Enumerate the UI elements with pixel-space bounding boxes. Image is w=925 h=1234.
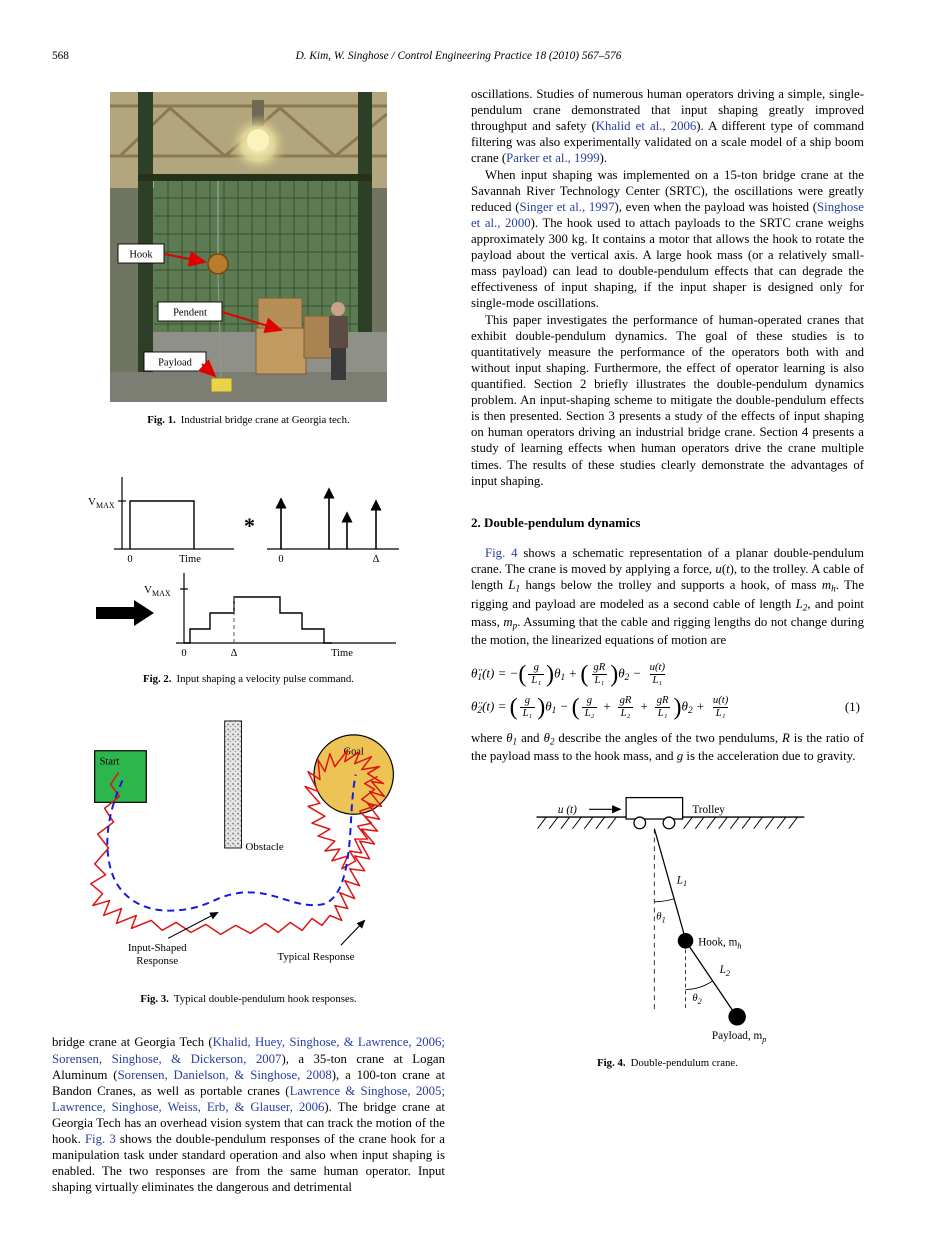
citation-link[interactable]: Khalid et al., 2006 (595, 119, 697, 134)
text-span: ) (546, 661, 555, 688)
payload-box (211, 378, 232, 392)
text-span: + (636, 698, 652, 714)
fig1-caption (52, 414, 445, 427)
citation-link[interactable]: Lawrence & Singhose, 2005; Lawrence, Singhose, Weiss, Erb, & Glauser, 2006 (52, 1083, 445, 1114)
text-span: 2 (549, 736, 555, 747)
fig3-caption (52, 993, 445, 1006)
text-span: θ̈ (471, 698, 478, 714)
theta1-label: $\theta_1$ (655, 910, 666, 925)
L1-label: $L_1$ (676, 874, 687, 889)
fig2-caption-text: Input shaping a velocity pulse command. (176, 673, 354, 686)
shaped-command (184, 597, 332, 643)
text-span: + (692, 698, 708, 714)
text-span: R (782, 730, 790, 745)
fraction: $\frac{g}{\text{L₂}}$ (582, 695, 598, 720)
text-span: u (715, 562, 722, 577)
zero-label-bottom: 0 (180, 648, 187, 660)
text-span: L (795, 596, 803, 611)
typical-label: Typical Response (276, 951, 355, 964)
theta2-label: $\theta_2$ (691, 992, 702, 1007)
fraction: $\frac{u(t)}{\text{L₁}}$ (712, 694, 729, 719)
fraction: $\frac{gR}{\text{L₁}}$ (593, 662, 606, 686)
body-paragraph-4: Fig. 4 shows a schematic representation of a planar double-pendulum crane. The crane is moved by applying a force, u(t), to the trolley. A cable of length $L_1$ hangs below the trolley and supports a hook, of mass $m_h$. The rigging and payload are modeled as a second cable of length $L_2$, and point mass, $m_p$. Assuming that the cable and rigging lengths do not change during the motion, the linearized equations of motion are (471, 546, 864, 647)
text-span: θ (681, 698, 688, 714)
fig1-caption-label: Fig. 1. (147, 414, 176, 426)
fraction: $\frac{gR}{\text{L₂}}$ (619, 694, 632, 719)
hook-label: Hook (129, 249, 153, 261)
fig3-caption-label: Fig. 3. (140, 992, 169, 1005)
start-label: Start (99, 756, 119, 768)
citation-link[interactable]: Fig. 4 (485, 546, 518, 561)
citation-link[interactable]: Fig. 3 (84, 1132, 116, 1147)
body-paragraph-3: This paper investigates the performance of human-operated cranes that exhibit double-pendulum dynamics. The goal of these studies is to quantitatively measure the performance of the operators both with and without input shaping. Furthermore, the effect of operator learning is also quantified. Section 2 briefly illustrates the double-pendulum dynamics problem. An input-shaping scheme to mitigate the double-pendulum effects is then presented. Section 3 presents a study of the effects of input shaping on human operators driving an industrial bridge crane. Section 4 presents a study of learning effects when human operators drive the crane multiple times. The results of these studies clearly demonstrate the advantages of input shaping. (471, 312, 864, 488)
section-heading: 2. Double-pendulum dynamics (471, 514, 641, 530)
text-span: ) (610, 661, 619, 688)
citation-link[interactable]: Khalid, Huey, Singhose, & Lawrence, 2006; Sorensen, Singhose, & Dickerson, 2007 (52, 1035, 445, 1066)
hook-mass-label: Hook, $m_h$ (697, 936, 741, 951)
figure-4 (471, 782, 864, 1070)
text-span: θ̈ (471, 665, 478, 681)
text-span: 2 (477, 705, 483, 716)
crane-hook (208, 254, 228, 274)
fig1-caption-text: Industrial bridge crane at Georgia tech. (180, 414, 350, 426)
fig3-diagram (53, 713, 445, 981)
fig1-photo (110, 92, 387, 402)
shaped-label-line2: Response (135, 955, 178, 968)
convolution-star: * (243, 513, 255, 539)
text-span: θ (554, 665, 561, 681)
shaped-plot-axes (176, 573, 396, 643)
body-paragraph-2: When input shaping was implemented on a 15-ton bridge crane at the Savannah River Technology Center (SRTC), the oscillations were greatly reduced (Singer et al., 1997), even when the payload was hoisted (Singhose et al., 2000). The hook used to attach payloads to the SRTC crane weighs approximately 300 kg. It contains a motor that allows the hook to rotate the payload about the vertical axis. A large hook mass (or a relatively small-mass payload) can lead to double-pendulum effects that can degrade the effectiveness of input shaping, if the input shaper is designed only for single-mode oscillations. (471, 167, 864, 311)
pendent-label: Pendent (173, 307, 207, 319)
time-label-bottom: Time (330, 648, 353, 660)
text-span: + (565, 665, 581, 681)
text-span: 1 (515, 583, 521, 594)
payload-label: Payload (158, 357, 192, 369)
payload-mass (728, 1008, 746, 1026)
page-number: 568 (52, 50, 69, 62)
text-span: ) (537, 694, 546, 721)
goal-label: Goal (343, 746, 364, 758)
text-span: (t) = (482, 698, 510, 714)
citation-link[interactable]: Parker et al., 1999 (506, 151, 600, 166)
text-span: ( (580, 661, 589, 688)
L2-label: $L_2$ (719, 963, 730, 978)
text-span: θ (506, 730, 513, 745)
text-span: − (556, 698, 572, 714)
text-span: 2 (802, 602, 808, 613)
text-span: θ (618, 665, 625, 681)
trolley-box (626, 798, 682, 819)
text-span: ) (673, 694, 682, 721)
force-ut-label: u (t) (557, 804, 577, 817)
result-arrow (96, 600, 154, 626)
fig4-caption (471, 1057, 864, 1070)
shaped-pointer-arrow (168, 912, 218, 938)
equation-line-2 (471, 695, 845, 720)
trolley-label: Trolley (691, 804, 725, 817)
figure-1 (52, 92, 445, 427)
obstacle-label: Obstacle (245, 840, 284, 853)
zero-label-impulse: 0 (277, 554, 284, 566)
vmax-label-bottom: $V_{MAX}$ (143, 584, 171, 599)
text-span: 2 (687, 705, 693, 716)
figure-2 (52, 461, 445, 686)
citation-link[interactable]: Singhose et al., 2000 (471, 199, 864, 230)
text-span: − (629, 665, 645, 681)
page-header (52, 50, 865, 66)
text-span: p (512, 620, 518, 631)
text-span: 1 (551, 705, 557, 716)
body-paragraph-5: where $\theta_1$ and $\theta_2$ describe the angles of the two pendulums, R is the ratio of the payload mass to the hook mass, and g is the acceleration due to gravity. (471, 730, 864, 763)
figure-3 (52, 713, 445, 1006)
citation-link[interactable]: Singer et al., 1997 (519, 199, 615, 214)
fraction: $\frac{gR}{\text{L₁}}$ (656, 694, 669, 719)
text-span: m (821, 578, 832, 593)
text-span: 1 (477, 673, 483, 684)
velocity-pulse (130, 501, 194, 549)
fig3-caption-text: Typical double-pendulum hook responses. (173, 992, 357, 1005)
typical-pointer-arrow (340, 920, 364, 945)
text-span: m (503, 614, 513, 629)
text-span: (t) = − (482, 665, 519, 681)
trolley-wheel-right (663, 817, 675, 829)
fraction: $\frac{g}{\text{L₁}}$ (520, 695, 536, 720)
left-column (52, 86, 445, 1196)
fraction: $\frac{u(t)}{\text{L₁}}$ (649, 662, 666, 686)
two-column-body (52, 86, 864, 1196)
fig2-caption (52, 673, 445, 686)
fig4-caption-label: Fig. 4. (597, 1056, 626, 1069)
fig4-caption-text: Double-pendulum crane. (630, 1056, 738, 1069)
fig2-diagram (84, 461, 414, 661)
delta-label-impulse: Δ (372, 554, 379, 566)
text-span: 2 (624, 673, 630, 684)
theta2-arc (685, 981, 712, 990)
left-body-paragraph: bridge crane at Georgia Tech (Khalid, Huey, Singhose, & Lawrence, 2006; Sorensen, Singhose, & Dickerson, 2007), a 35-ton crane at Logan Aluminum (Sorensen, Danielson, & Singhose, 2008), a 100-ton crane at Bandon Cranes, as well as portable cranes (Lawrence & Singhose, 2005; Lawrence, Singhose, Weiss, Erb, & Glauser, 2006). The bridge crane at Georgia Tech has an overhead vision system that can track the motion of the hook. Fig. 3 shows the double-pendulum responses of the crane hook for a manipulation task under standard operation and also when input shaping is enabled. The two responses are from the same human operator. Input shaping virtually eliminates the dangerous and detrimental (52, 1035, 446, 1195)
text-span: θ (543, 730, 550, 745)
delta-label-bottom: Δ (230, 648, 237, 660)
impulses (281, 489, 376, 549)
equation-line-1 (471, 662, 864, 687)
shaped-label-line1: Input-Shaped (127, 942, 187, 955)
text-span: h (831, 583, 836, 594)
text-span: + (599, 698, 615, 714)
trolley-wheel-left (633, 817, 645, 829)
theta1-arc (654, 899, 673, 902)
equations-1 (471, 662, 864, 720)
running-head: D. Kim, W. Singhose / Control Engineering Practice 18 (2010) 567–576 (295, 50, 622, 62)
payload-mass-label: Payload, $m_p$ (711, 1030, 766, 1045)
obstacle-bar (224, 721, 241, 848)
fraction: $\frac{g}{\text{L₁}}$ (528, 662, 544, 687)
fig2-caption-label: Fig. 2. (142, 673, 172, 686)
text-span: 1 (512, 736, 518, 747)
right-column (471, 86, 864, 1196)
text-span: ( (509, 694, 518, 721)
text-span: θ (545, 698, 552, 714)
zero-label-top: 0 (126, 554, 133, 566)
pulse-plot-axes (114, 477, 234, 549)
equation-number: (1) (844, 699, 860, 715)
fig4-schematic (517, 782, 819, 1045)
hook-mass (677, 933, 693, 949)
text-span: L (508, 578, 516, 593)
text-span: ( (571, 694, 580, 721)
body-paragraph-1: oscillations. Studies of numerous human operators driving a simple, single-pendulum crane demonstrated that input shaping greatly improved throughput and safety (Khalid et al., 2006). A different type of command filtering was also experimentally validated on a scale model of a ship boom crane (Parker et al., 1999). (471, 87, 865, 166)
vmax-label-top: $V_{MAX}$ (87, 496, 115, 511)
text-span: t (726, 562, 730, 577)
text-span: ( (518, 661, 527, 688)
time-label-top: Time (178, 554, 201, 566)
citation-link[interactable]: Sorensen, Danielson, & Singhose, 2008 (117, 1067, 332, 1082)
text-span: g (676, 748, 684, 763)
text-span: 1 (560, 673, 566, 684)
